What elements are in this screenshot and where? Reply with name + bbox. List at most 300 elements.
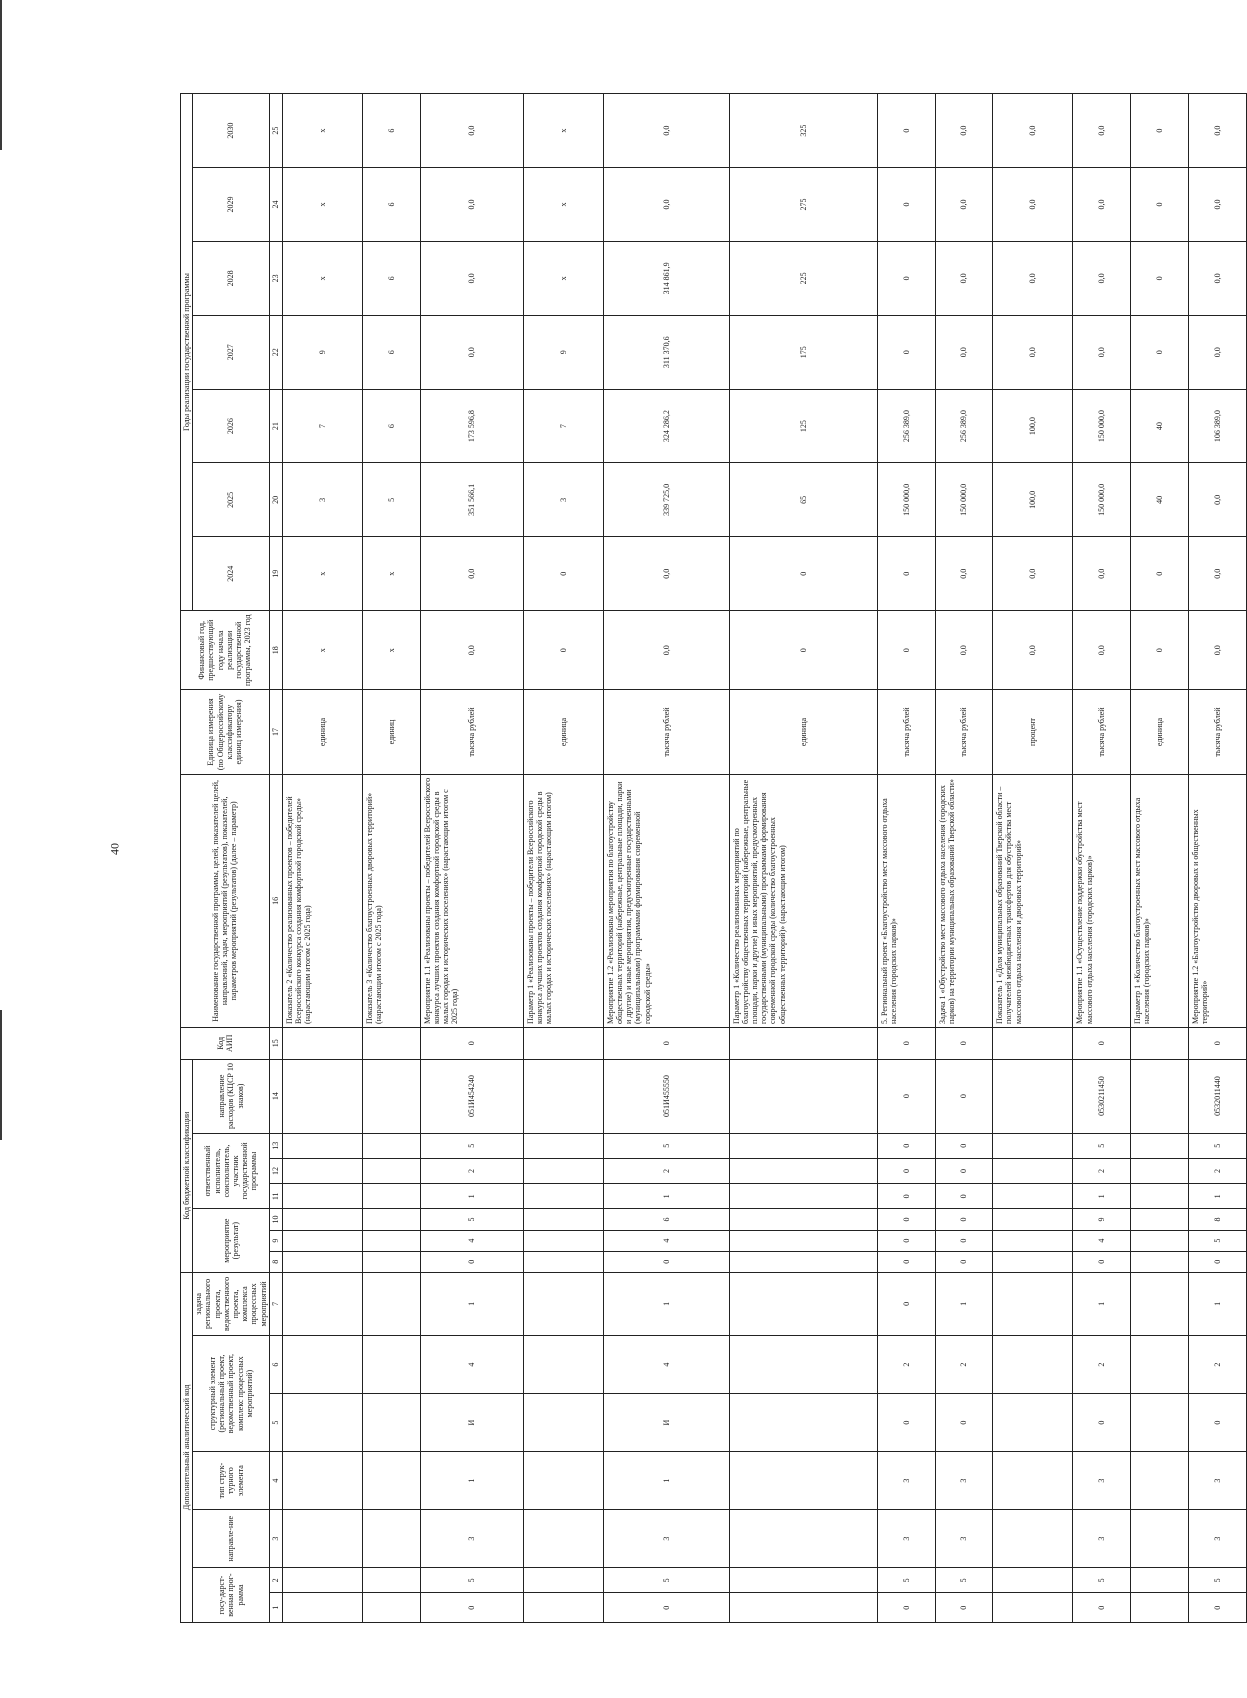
code-executor-b bbox=[363, 1158, 421, 1183]
row-year-value: 7 bbox=[282, 389, 362, 463]
row-year-value: 0 bbox=[877, 315, 935, 389]
code-event-c bbox=[363, 1209, 421, 1230]
code-executor-c: 5 bbox=[420, 1133, 523, 1158]
code-aip: 0 bbox=[935, 1027, 993, 1059]
code-task: 1 bbox=[420, 1272, 523, 1335]
code-event-c: 8 bbox=[1188, 1209, 1246, 1230]
scan-edge-mark-middle bbox=[0, 1010, 2, 1140]
code-expense-direction: 0532011440 bbox=[1188, 1059, 1246, 1133]
header-struct-element: структурный элемент (региональный проект, ведомственный проект, комплекс процессных мероприятий) bbox=[193, 1336, 270, 1452]
row-year-value: 6 bbox=[363, 389, 421, 463]
row-year-value: 9 bbox=[282, 315, 362, 389]
row-year-value: 0,0 bbox=[935, 537, 993, 611]
code-event-b: 0 bbox=[877, 1230, 935, 1251]
row-year-value: 5 bbox=[363, 463, 421, 537]
code-event-a bbox=[523, 1251, 603, 1272]
code-struct-element-b: 2 bbox=[1073, 1336, 1131, 1394]
code-aip bbox=[1131, 1027, 1189, 1059]
code-struct-type: 3 bbox=[1073, 1452, 1131, 1510]
row-year-value: 0 bbox=[1131, 315, 1189, 389]
row-year-value: 351 566,1 bbox=[420, 463, 523, 537]
code-program-a bbox=[363, 1593, 421, 1623]
code-struct-element-a bbox=[1131, 1394, 1189, 1452]
code-executor-c bbox=[993, 1133, 1073, 1158]
row-year-value: 7 bbox=[523, 389, 603, 463]
code-struct-element-b bbox=[523, 1336, 603, 1394]
table-row bbox=[1131, 94, 1189, 1623]
row-year-value: 256 389,0 bbox=[935, 389, 993, 463]
column-index-cell: 5 bbox=[269, 1394, 282, 1452]
code-aip bbox=[363, 1027, 421, 1059]
header-year-2025: 2025 bbox=[193, 463, 270, 537]
row-year-value: 0 bbox=[877, 241, 935, 315]
row-year-value: 275 bbox=[729, 168, 877, 242]
row-year-value: 311 370,6 bbox=[603, 315, 729, 389]
code-task bbox=[363, 1272, 421, 1335]
row-year-value: 0,0 bbox=[993, 241, 1073, 315]
code-struct-type bbox=[729, 1452, 877, 1510]
code-event-a bbox=[282, 1251, 362, 1272]
code-struct-element-b: 2 bbox=[935, 1336, 993, 1394]
row-base-year-value: 0 bbox=[729, 611, 877, 690]
header-year-2026: 2026 bbox=[193, 389, 270, 463]
code-expense-direction: 051И454240 bbox=[420, 1059, 523, 1133]
code-executor-b: 2 bbox=[1073, 1158, 1131, 1183]
code-program-b: 5 bbox=[420, 1568, 523, 1593]
header-aip-code: Код АИП bbox=[181, 1027, 270, 1059]
code-expense-direction: 0 bbox=[935, 1059, 993, 1133]
row-year-value: 0,0 bbox=[1188, 94, 1246, 168]
row-unit: процент bbox=[993, 690, 1073, 774]
code-program-b bbox=[993, 1568, 1073, 1593]
code-event-b: 4 bbox=[603, 1230, 729, 1251]
header-unit: Единица измерения (по Общероссийскому классификатору единиц измерения) bbox=[181, 690, 270, 774]
code-struct-element-a bbox=[523, 1394, 603, 1452]
row-base-year-value: 0 bbox=[1131, 611, 1189, 690]
code-executor-a bbox=[729, 1184, 877, 1209]
code-executor-a: 0 bbox=[877, 1184, 935, 1209]
row-year-value: 3 bbox=[523, 463, 603, 537]
row-year-value: x bbox=[363, 537, 421, 611]
row-year-value: 100,0 bbox=[993, 463, 1073, 537]
row-unit: тысяча рублей bbox=[1188, 690, 1246, 774]
code-event-c: 0 bbox=[877, 1209, 935, 1230]
column-index-cell: 22 bbox=[269, 315, 282, 389]
code-expense-direction bbox=[282, 1059, 362, 1133]
row-year-value: 0 bbox=[877, 94, 935, 168]
code-event-c bbox=[523, 1209, 603, 1230]
code-aip: 0 bbox=[1073, 1027, 1131, 1059]
row-name: Мероприятие 1.2 «Реализованы мероприятия по благоустройству общественных территорий (набережные, центральные площади, парки и другие) и иные мероприятия, предусмотренные государственными (муниципальными) программами формирования современной городской среды» bbox=[603, 774, 729, 1027]
code-direction bbox=[523, 1510, 603, 1568]
table-row bbox=[1188, 94, 1246, 1623]
row-year-value: 0,0 bbox=[603, 537, 729, 611]
row-year-value: 150 000,0 bbox=[877, 463, 935, 537]
code-struct-element-b bbox=[729, 1336, 877, 1394]
row-unit: тысяча рублей bbox=[1073, 690, 1131, 774]
row-year-value: 256 389,0 bbox=[877, 389, 935, 463]
row-year-value: 0,0 bbox=[935, 315, 993, 389]
table-row bbox=[363, 94, 421, 1623]
row-year-value: 125 bbox=[729, 389, 877, 463]
code-program-a bbox=[1131, 1593, 1189, 1623]
code-program-a bbox=[993, 1593, 1073, 1623]
code-event-b: 4 bbox=[420, 1230, 523, 1251]
code-expense-direction: 0530211450 bbox=[1073, 1059, 1131, 1133]
code-struct-element-b bbox=[282, 1336, 362, 1394]
row-year-value: 0 bbox=[1131, 94, 1189, 168]
row-year-value: 150 000,0 bbox=[935, 463, 993, 537]
code-event-b bbox=[523, 1230, 603, 1251]
code-event-a bbox=[993, 1251, 1073, 1272]
row-year-value: x bbox=[523, 168, 603, 242]
table-row bbox=[420, 94, 523, 1623]
header-budget-code: Код бюджетной классификации bbox=[181, 1059, 193, 1272]
code-program-a: 0 bbox=[877, 1593, 935, 1623]
column-index-cell: 10 bbox=[269, 1209, 282, 1230]
code-direction: 3 bbox=[1188, 1510, 1246, 1568]
row-year-value: x bbox=[282, 537, 362, 611]
column-index-cell: 2 bbox=[269, 1568, 282, 1593]
code-direction bbox=[1131, 1510, 1189, 1568]
code-executor-c: 5 bbox=[1073, 1133, 1131, 1158]
code-executor-a bbox=[363, 1184, 421, 1209]
row-year-value: 0,0 bbox=[993, 315, 1073, 389]
code-program-a: 0 bbox=[935, 1593, 993, 1623]
code-aip: 0 bbox=[877, 1027, 935, 1059]
row-base-year-value: 0,0 bbox=[993, 611, 1073, 690]
header-event: мероприятие (результат) bbox=[193, 1209, 270, 1272]
row-year-value: 0,0 bbox=[420, 168, 523, 242]
header-year-2024: 2024 bbox=[193, 537, 270, 611]
row-year-value: x bbox=[523, 241, 603, 315]
table-row bbox=[993, 94, 1073, 1623]
row-year-value: x bbox=[282, 168, 362, 242]
row-year-value: 325 bbox=[729, 94, 877, 168]
row-year-value: 0,0 bbox=[420, 315, 523, 389]
code-struct-element-b bbox=[363, 1336, 421, 1394]
code-event-c bbox=[993, 1209, 1073, 1230]
code-task bbox=[729, 1272, 877, 1335]
column-index-cell: 8 bbox=[269, 1251, 282, 1272]
code-event-b bbox=[363, 1230, 421, 1251]
code-struct-type bbox=[363, 1452, 421, 1510]
header-year-2029: 2029 bbox=[193, 168, 270, 242]
row-base-year-value: x bbox=[282, 611, 362, 690]
code-program-b: 5 bbox=[603, 1568, 729, 1593]
code-executor-b bbox=[993, 1158, 1073, 1183]
code-task: 1 bbox=[935, 1272, 993, 1335]
row-year-value: 65 bbox=[729, 463, 877, 537]
row-year-value: 3 bbox=[282, 463, 362, 537]
code-struct-type: 1 bbox=[420, 1452, 523, 1510]
code-struct-type bbox=[523, 1452, 603, 1510]
code-event-c bbox=[729, 1209, 877, 1230]
row-name: Показатель 2 «Количество реализованных проектов – победителей Всероссийского конкурса создания комфортной городской среды» (нарастающим итогом с 2025 года) bbox=[282, 774, 362, 1027]
code-event-a: 0 bbox=[877, 1251, 935, 1272]
row-year-value: x bbox=[282, 241, 362, 315]
code-program-b: 5 bbox=[935, 1568, 993, 1593]
row-year-value: 0,0 bbox=[1188, 315, 1246, 389]
code-event-b: 5 bbox=[1188, 1230, 1246, 1251]
column-index-cell: 3 bbox=[269, 1510, 282, 1568]
column-index-cell: 7 bbox=[269, 1272, 282, 1335]
code-direction: 3 bbox=[420, 1510, 523, 1568]
code-event-c: 6 bbox=[603, 1209, 729, 1230]
code-program-b bbox=[523, 1568, 603, 1593]
row-base-year-value: 0,0 bbox=[1073, 611, 1131, 690]
row-unit: единиц bbox=[363, 690, 421, 774]
code-direction: 3 bbox=[877, 1510, 935, 1568]
code-direction bbox=[993, 1510, 1073, 1568]
code-program-a bbox=[523, 1593, 603, 1623]
row-name: Параметр 1 «Количество благоустроенных мест массового отдыха населения (городских парков)» bbox=[1131, 774, 1189, 1027]
code-program-a: 0 bbox=[420, 1593, 523, 1623]
code-event-c: 5 bbox=[420, 1209, 523, 1230]
row-year-value: 0,0 bbox=[1188, 241, 1246, 315]
row-year-value: 106 389,0 bbox=[1188, 389, 1246, 463]
row-year-value: 9 bbox=[523, 315, 603, 389]
code-executor-b bbox=[729, 1158, 877, 1183]
header-direction: направле-ние bbox=[193, 1510, 270, 1568]
table-row bbox=[1073, 94, 1131, 1623]
column-index-cell: 18 bbox=[269, 611, 282, 690]
row-year-value: 0,0 bbox=[935, 94, 993, 168]
code-event-a: 0 bbox=[1188, 1251, 1246, 1272]
code-executor-c bbox=[363, 1133, 421, 1158]
row-year-value: 339 725,0 bbox=[603, 463, 729, 537]
code-program-a: 0 bbox=[603, 1593, 729, 1623]
row-year-value: 0,0 bbox=[603, 94, 729, 168]
column-index-cell: 23 bbox=[269, 241, 282, 315]
code-struct-element-a: 0 bbox=[1188, 1394, 1246, 1452]
code-struct-type: 3 bbox=[935, 1452, 993, 1510]
header-year-2030: 2030 bbox=[193, 94, 270, 168]
code-struct-element-a bbox=[363, 1394, 421, 1452]
row-year-value: 0,0 bbox=[1188, 168, 1246, 242]
row-year-value: 150 000,0 bbox=[1073, 389, 1131, 463]
code-event-b bbox=[282, 1230, 362, 1251]
row-year-value: 0,0 bbox=[935, 168, 993, 242]
code-executor-c: 0 bbox=[935, 1133, 993, 1158]
row-year-value: 0,0 bbox=[1073, 168, 1131, 242]
header-year-2027: 2027 bbox=[193, 315, 270, 389]
row-base-year-value: 0,0 bbox=[603, 611, 729, 690]
row-unit: единица bbox=[1131, 690, 1189, 774]
code-event-c: 9 bbox=[1073, 1209, 1131, 1230]
code-executor-b bbox=[1131, 1158, 1189, 1183]
column-index-cell: 13 bbox=[269, 1133, 282, 1158]
column-index-cell: 24 bbox=[269, 168, 282, 242]
code-struct-element-a: И bbox=[420, 1394, 523, 1452]
code-aip: 0 bbox=[603, 1027, 729, 1059]
row-base-year-value: 0,0 bbox=[420, 611, 523, 690]
code-executor-c bbox=[729, 1133, 877, 1158]
code-event-a bbox=[363, 1251, 421, 1272]
code-task: 1 bbox=[603, 1272, 729, 1335]
table-row bbox=[877, 94, 935, 1623]
table-row bbox=[282, 94, 362, 1623]
code-direction: 3 bbox=[1073, 1510, 1131, 1568]
code-direction: 3 bbox=[935, 1510, 993, 1568]
code-executor-b: 2 bbox=[420, 1158, 523, 1183]
code-aip: 0 bbox=[1188, 1027, 1246, 1059]
code-struct-element-b: 2 bbox=[877, 1336, 935, 1394]
code-event-b bbox=[993, 1230, 1073, 1251]
table-row bbox=[523, 94, 603, 1623]
row-year-value: 0 bbox=[877, 537, 935, 611]
code-aip bbox=[523, 1027, 603, 1059]
column-index-cell: 11 bbox=[269, 1184, 282, 1209]
row-year-value: 0 bbox=[1131, 168, 1189, 242]
code-program-b bbox=[363, 1568, 421, 1593]
table-row bbox=[729, 94, 877, 1623]
row-year-value: 40 bbox=[1131, 389, 1189, 463]
code-task bbox=[993, 1272, 1073, 1335]
code-struct-element-a bbox=[729, 1394, 877, 1452]
row-year-value: x bbox=[282, 94, 362, 168]
header-struct-type: тип струк-турного элемента bbox=[193, 1452, 270, 1510]
code-task bbox=[1131, 1272, 1189, 1335]
code-aip: 0 bbox=[420, 1027, 523, 1059]
code-program-b: 5 bbox=[1073, 1568, 1131, 1593]
row-year-value: 6 bbox=[363, 315, 421, 389]
row-name: Задача 1 «Обустройство мест массового отдыха населения (городских парков) на территории муниципальных образований Тверской области» bbox=[935, 774, 993, 1027]
table-body bbox=[282, 94, 1246, 1623]
row-unit: тысяча рублей bbox=[935, 690, 993, 774]
header-state-program: госу-дарст-венная прог-рамма bbox=[193, 1568, 270, 1623]
code-executor-c bbox=[1131, 1133, 1189, 1158]
row-unit: тысяча рублей bbox=[603, 690, 729, 774]
code-struct-type bbox=[1131, 1452, 1189, 1510]
row-year-value: 0,0 bbox=[1073, 241, 1131, 315]
column-index-cell: 16 bbox=[269, 774, 282, 1027]
code-struct-element-b: 4 bbox=[420, 1336, 523, 1394]
row-base-year-value: 0 bbox=[877, 611, 935, 690]
row-year-value: 6 bbox=[363, 94, 421, 168]
row-year-value: 0 bbox=[1131, 241, 1189, 315]
header-task: задача регионального проекта, ведомственного проекта, комплекса процессных мероприятий bbox=[193, 1272, 270, 1335]
row-year-value: 0 bbox=[877, 168, 935, 242]
row-year-value: 0,0 bbox=[1073, 315, 1131, 389]
row-name: Параметр 1 «Количество реализованных мероприятий по благоустройству общественных территорий (набережные, центральные площади, парки и другие) и иных мероприятий, предусмотренных государственными (муниципальными) программами формирования современной городской среды (количество благоустроенных общественных территорий)» (нарастающим итогом) bbox=[729, 774, 877, 1027]
code-executor-b: 0 bbox=[935, 1158, 993, 1183]
row-unit: единица bbox=[729, 690, 877, 774]
code-struct-element-a bbox=[993, 1394, 1073, 1452]
row-base-year-value: 0,0 bbox=[1188, 611, 1246, 690]
code-struct-element-a: 0 bbox=[877, 1394, 935, 1452]
code-struct-type: 3 bbox=[1188, 1452, 1246, 1510]
row-name: Мероприятие 1.1 «Осуществление поддержки обустройства мест массового отдыха населения (городских парков)» bbox=[1073, 774, 1131, 1027]
row-year-value: 0,0 bbox=[1073, 537, 1131, 611]
code-struct-element-b: 2 bbox=[1188, 1336, 1246, 1394]
column-index-cell: 19 bbox=[269, 537, 282, 611]
row-year-value: 0,0 bbox=[993, 168, 1073, 242]
row-year-value: 100,0 bbox=[993, 389, 1073, 463]
row-year-value: 0,0 bbox=[420, 241, 523, 315]
code-executor-c: 5 bbox=[603, 1133, 729, 1158]
code-executor-a bbox=[993, 1184, 1073, 1209]
row-year-value: 0,0 bbox=[993, 537, 1073, 611]
column-index-cell: 17 bbox=[269, 690, 282, 774]
code-direction bbox=[729, 1510, 877, 1568]
row-base-year-value: x bbox=[363, 611, 421, 690]
code-executor-c bbox=[523, 1133, 603, 1158]
row-name: Мероприятие 1.2 «Благоустройство дворовых и общественных территорий» bbox=[1188, 774, 1246, 1027]
code-event-b bbox=[729, 1230, 877, 1251]
code-event-a: 0 bbox=[420, 1251, 523, 1272]
row-year-value: 175 bbox=[729, 315, 877, 389]
row-unit: единица bbox=[282, 690, 362, 774]
code-program-b bbox=[1131, 1568, 1189, 1593]
code-executor-b: 2 bbox=[1188, 1158, 1246, 1183]
row-year-value: 0 bbox=[729, 537, 877, 611]
code-executor-c bbox=[282, 1133, 362, 1158]
code-program-b: 5 bbox=[1188, 1568, 1246, 1593]
row-year-value: 173 596,8 bbox=[420, 389, 523, 463]
code-event-a: 0 bbox=[935, 1251, 993, 1272]
column-index-cell: 4 bbox=[269, 1452, 282, 1510]
code-expense-direction bbox=[523, 1059, 603, 1133]
row-year-value: 0,0 bbox=[1188, 463, 1246, 537]
code-executor-b bbox=[523, 1158, 603, 1183]
code-expense-direction: 051И455550 bbox=[603, 1059, 729, 1133]
row-year-value: 6 bbox=[363, 241, 421, 315]
code-aip bbox=[993, 1027, 1073, 1059]
row-base-year-value: 0,0 bbox=[935, 611, 993, 690]
row-year-value: x bbox=[523, 94, 603, 168]
code-struct-element-b bbox=[993, 1336, 1073, 1394]
row-name: Параметр 1 «Реализованы проекты – победители Всероссийского конкурса лучших проектов создания комфортной городской среды в малых городах и исторических поселениях» (нарастающим итогом) bbox=[523, 774, 603, 1027]
code-task: 1 bbox=[1188, 1272, 1246, 1335]
code-struct-element-a: 0 bbox=[935, 1394, 993, 1452]
row-year-value: 40 bbox=[1131, 463, 1189, 537]
code-event-c bbox=[282, 1209, 362, 1230]
row-year-value: 225 bbox=[729, 241, 877, 315]
row-base-year-value: 0 bbox=[523, 611, 603, 690]
column-index-cell: 21 bbox=[269, 389, 282, 463]
code-struct-type bbox=[993, 1452, 1073, 1510]
code-executor-a bbox=[282, 1184, 362, 1209]
header-executor: ответственный исполнитель, соисполнитель, участник государственной программы bbox=[193, 1133, 270, 1209]
column-index-cell: 9 bbox=[269, 1230, 282, 1251]
code-program-a: 0 bbox=[1188, 1593, 1246, 1623]
code-struct-type: 3 bbox=[877, 1452, 935, 1510]
table-header bbox=[181, 94, 283, 1623]
code-aip bbox=[729, 1027, 877, 1059]
code-struct-element-b bbox=[1131, 1336, 1189, 1394]
code-executor-b: 2 bbox=[603, 1158, 729, 1183]
code-expense-direction bbox=[1131, 1059, 1189, 1133]
code-expense-direction bbox=[993, 1059, 1073, 1133]
column-index-cell: 1 bbox=[269, 1593, 282, 1623]
code-executor-a: 1 bbox=[420, 1184, 523, 1209]
header-year-2028: 2028 bbox=[193, 241, 270, 315]
code-event-a: 0 bbox=[603, 1251, 729, 1272]
scan-edge-mark-top bbox=[0, 0, 2, 150]
code-executor-a: 1 bbox=[1188, 1184, 1246, 1209]
page-number: 40 bbox=[107, 843, 122, 855]
column-index-cell: 15 bbox=[269, 1027, 282, 1059]
row-year-value: 0,0 bbox=[935, 241, 993, 315]
table-row bbox=[935, 94, 993, 1623]
code-executor-c: 0 bbox=[877, 1133, 935, 1158]
program-table bbox=[180, 93, 1247, 1623]
code-task bbox=[523, 1272, 603, 1335]
code-event-c: 0 bbox=[935, 1209, 993, 1230]
code-struct-type: 1 bbox=[603, 1452, 729, 1510]
code-program-a bbox=[282, 1593, 362, 1623]
